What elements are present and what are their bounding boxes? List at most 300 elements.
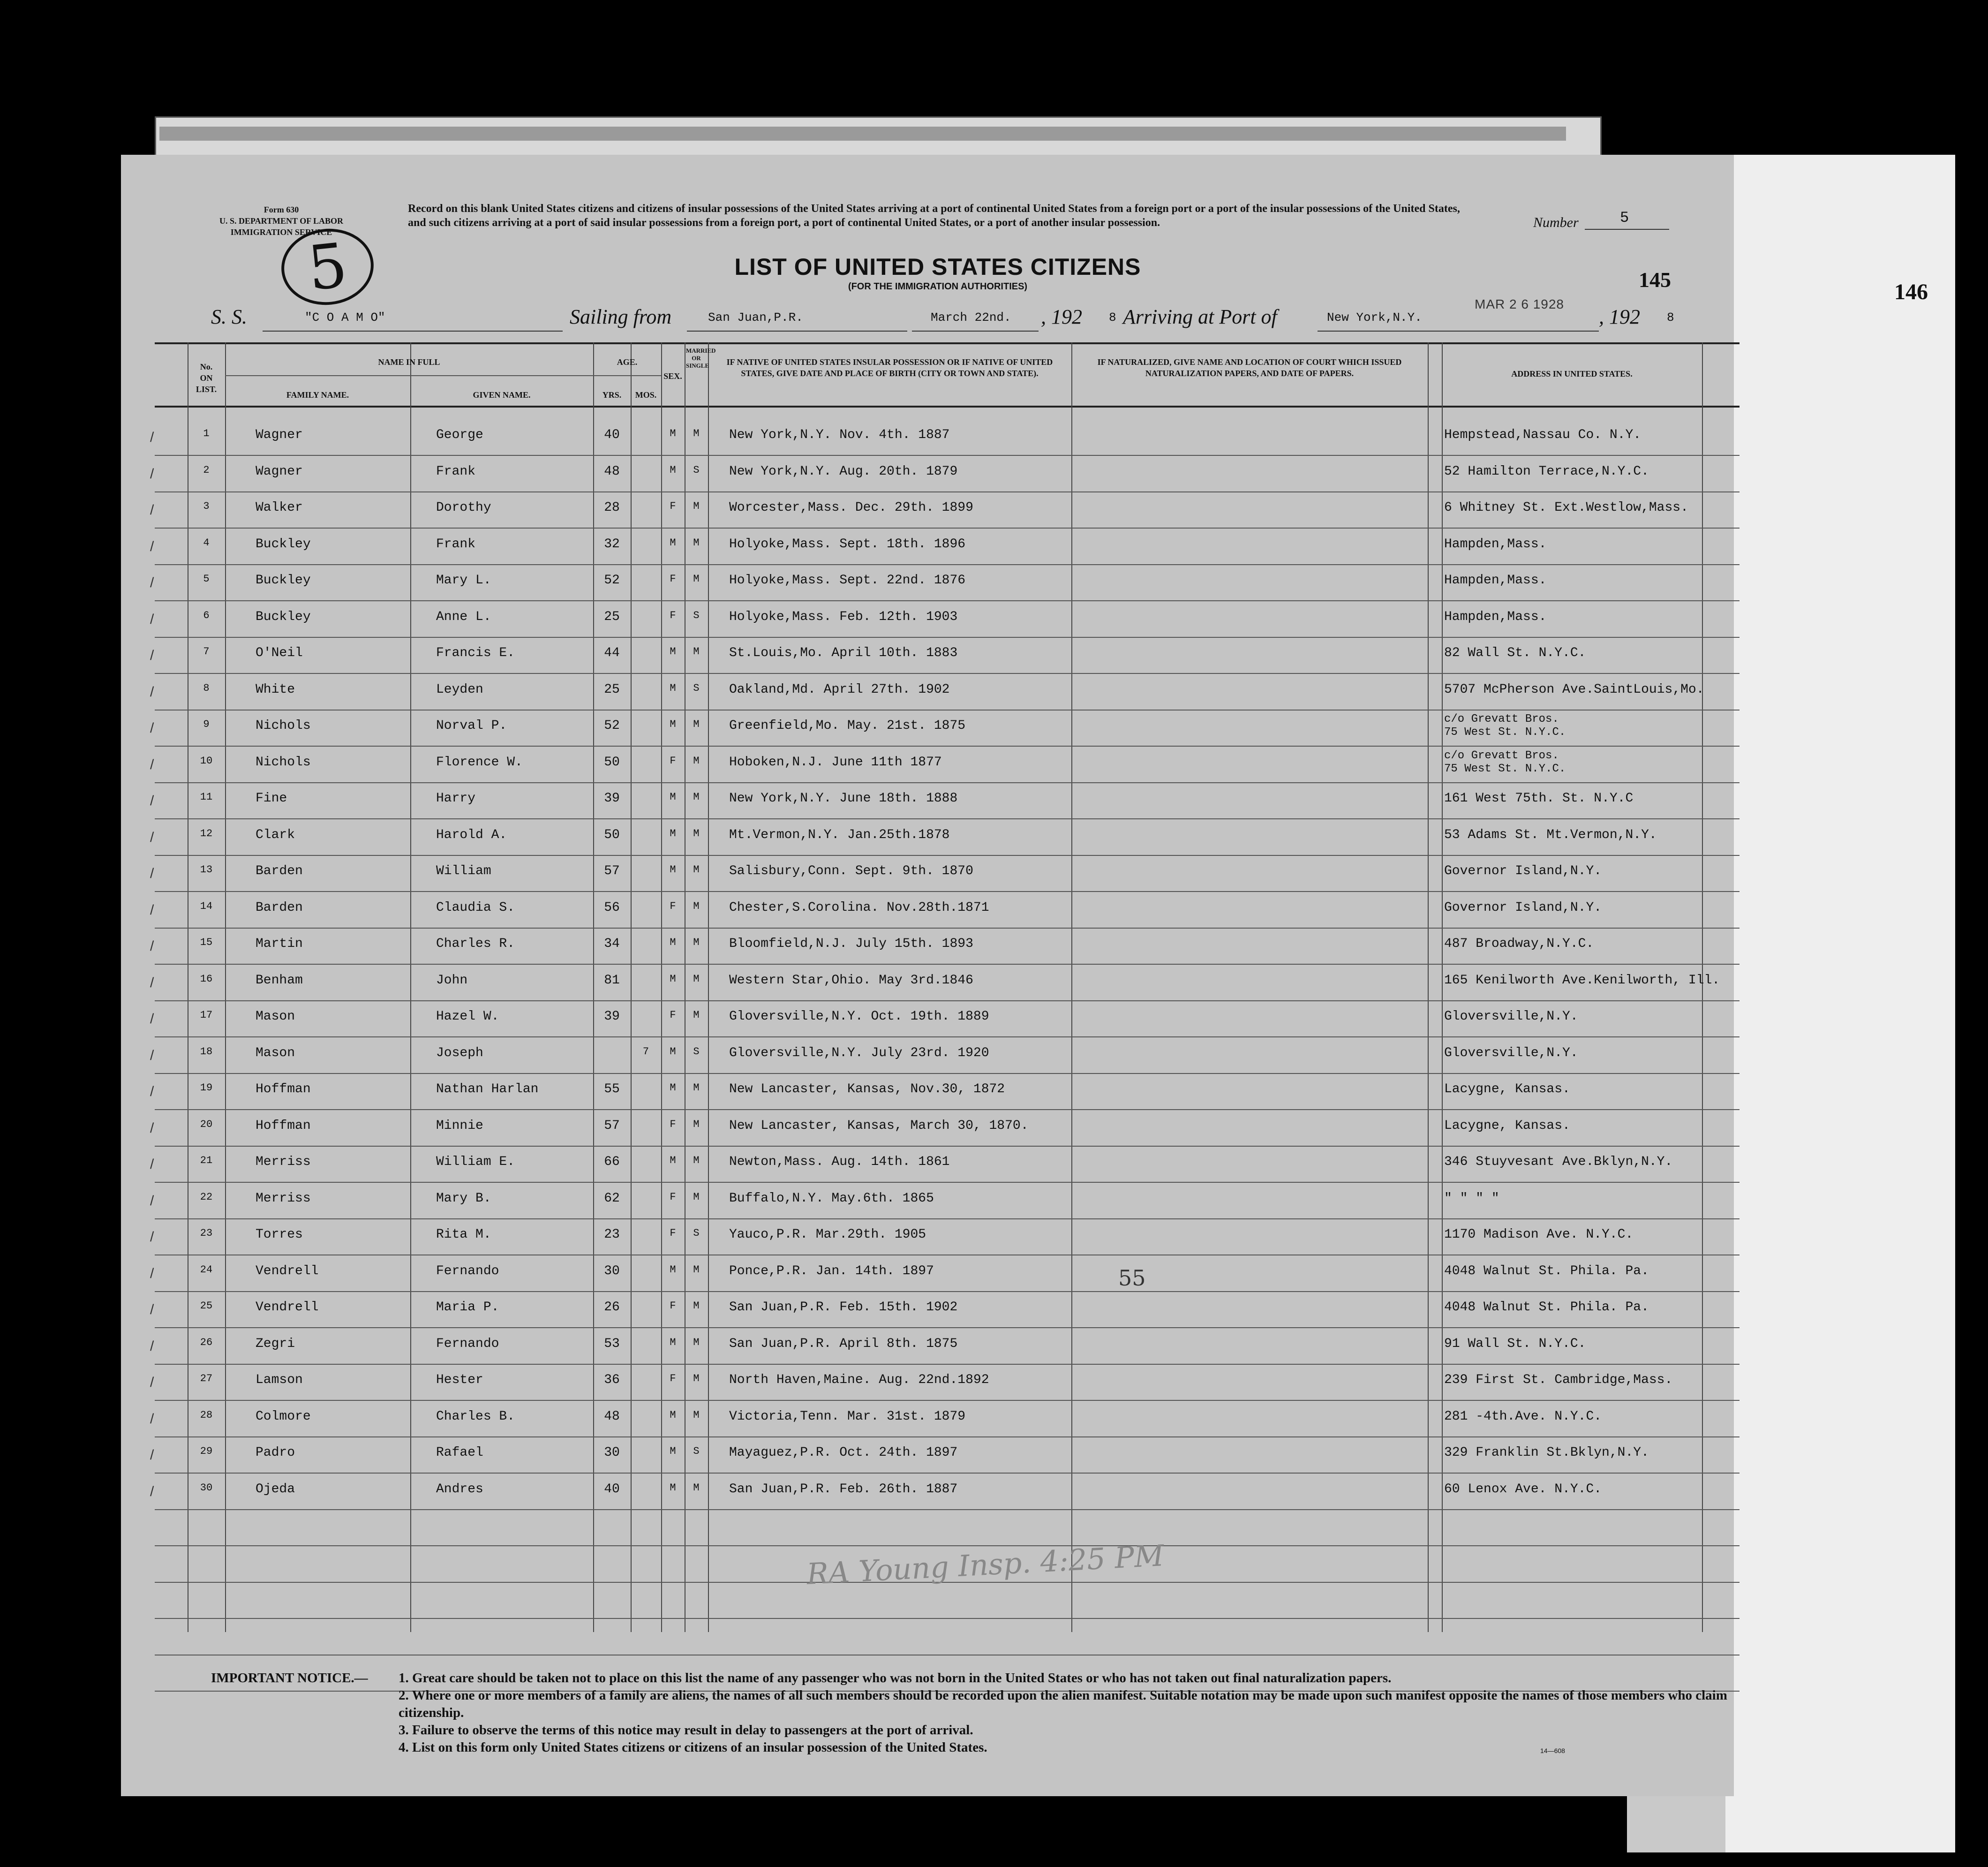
birth-place-date: Holyoke,Mass. Sept. 22nd. 1876 [729, 573, 966, 588]
col-rule [1428, 342, 1429, 1632]
ship-name: "C O A M O" [305, 310, 385, 325]
sex: F [670, 609, 676, 621]
birth-place-date: Western Star,Ohio. May 3rd.1846 [729, 973, 973, 988]
marital-status: M [693, 1336, 700, 1348]
family-name: Vendrell [256, 1263, 319, 1278]
row-number: 25 [200, 1300, 213, 1312]
checkmark: / [150, 1375, 154, 1390]
family-name: Hoffman [256, 1082, 311, 1096]
birth-place-date: Gloversville,N.Y. Oct. 19th. 1889 [729, 1009, 989, 1024]
age-years: 40 [604, 428, 620, 442]
row-number: 9 [203, 718, 210, 730]
address: Gloversville,N.Y. [1444, 1009, 1578, 1024]
address: 6 Whitney St. Ext.Westlow,Mass. [1444, 500, 1688, 515]
sex: M [670, 1155, 676, 1166]
row-rule [155, 564, 1740, 565]
birth-place-date: Bloomfield,N.J. July 15th. 1893 [729, 937, 973, 951]
given-name: Francis E. [436, 646, 515, 660]
birth-place-date: Victoria,Tenn. Mar. 31st. 1879 [729, 1409, 966, 1424]
family-name: Merriss [256, 1155, 311, 1169]
checkmark: / [150, 720, 154, 736]
checkmark: / [150, 1302, 154, 1317]
row-rule [155, 1218, 1740, 1219]
arriving-port: New York,N.Y. [1327, 310, 1422, 325]
marital-status: M [693, 1373, 700, 1384]
sex: M [670, 791, 676, 803]
family-name: Barden [256, 864, 303, 878]
given-name: Andres [436, 1482, 483, 1497]
address: 52 Hamilton Terrace,N.Y.C. [1444, 464, 1649, 479]
arriving-port-underline [1318, 331, 1599, 332]
checkmark: / [150, 1156, 154, 1172]
col-rule [593, 342, 594, 1632]
header-married-single: MARRIED OR SINGLE [686, 347, 716, 369]
sex: M [670, 973, 676, 985]
form-identifier: Form 630 U. S. DEPARTMENT OF LABOR IMMIGRATION SERVICE [219, 205, 344, 237]
sex: M [670, 1336, 676, 1348]
age-years: 30 [604, 1263, 620, 1278]
address: 281 -4th.Ave. N.Y.C. [1444, 1409, 1602, 1424]
given-name: Rita M. [436, 1227, 491, 1242]
col-rule [410, 342, 411, 1632]
birth-place-date: New York,N.Y. June 18th. 1888 [729, 791, 958, 806]
sailing-from-label: Sailing from [570, 305, 672, 328]
checkmark: / [150, 1483, 154, 1499]
address: 1170 Madison Ave. N.Y.C. [1444, 1227, 1634, 1242]
given-name: Fernando [436, 1336, 499, 1351]
birth-place-date: Newton,Mass. Aug. 14th. 1861 [729, 1155, 950, 1169]
marital-status: M [693, 791, 700, 803]
col-rule [1442, 342, 1443, 1632]
given-name: Harry [436, 791, 476, 806]
sex: M [670, 1045, 676, 1058]
address: 165 Kenilworth Ave.Kenilworth, Ill. [1444, 973, 1720, 988]
birth-place-date: New Lancaster, Kansas, March 30, 1870. [729, 1118, 1029, 1133]
marital-status: S [693, 609, 700, 621]
row-rule [155, 964, 1740, 965]
address: Lacygne, Kansas. [1444, 1082, 1570, 1096]
address: 53 Adams St. Mt.Vermon,N.Y. [1444, 827, 1657, 842]
age-years: 56 [604, 900, 620, 915]
passenger-table [150, 342, 1740, 1632]
sailing-port-underline [687, 331, 907, 332]
marital-status: M [693, 646, 700, 658]
checkmark: / [150, 648, 154, 663]
given-name: Frank [436, 537, 476, 552]
row-rule [155, 1473, 1740, 1474]
marital-status: M [693, 1118, 700, 1130]
row-number: 28 [200, 1409, 213, 1421]
checkmark: / [150, 1229, 154, 1245]
address: c/o Grevatt Bros. 75 West St. N.Y.C. [1444, 713, 1566, 739]
marital-status: M [693, 1191, 700, 1203]
row-number: 17 [200, 1009, 213, 1021]
row-rule [155, 1146, 1740, 1147]
address: Hempstead,Nassau Co. N.Y. [1444, 428, 1642, 442]
checkmark: / [150, 829, 154, 845]
arrival-year-digit: 8 [1667, 310, 1674, 325]
given-name: John [436, 973, 468, 988]
row-number: 21 [200, 1155, 213, 1166]
row-rule [155, 1327, 1740, 1328]
age-years: 48 [604, 1409, 620, 1424]
ss-label: S. S. [211, 305, 247, 328]
birth-place-date: Mayaguez,P.R. Oct. 24th. 1897 [729, 1445, 958, 1460]
family-name: Zegri [256, 1336, 295, 1351]
address: 5707 McPherson Ave.SaintLouis,Mo. [1444, 682, 1704, 697]
sex: F [670, 1191, 676, 1203]
family-name: Buckley [256, 537, 311, 552]
marital-status: M [693, 500, 700, 512]
given-name: Dorothy [436, 500, 491, 515]
sex: M [670, 464, 676, 476]
sailing-year-prefix: , 192 [1041, 305, 1082, 328]
birth-place-date: New York,N.Y. Nov. 4th. 1887 [729, 428, 950, 442]
given-name: Harold A. [436, 827, 507, 842]
family-name: Wagner [256, 464, 303, 479]
header-sex: SEX. [663, 371, 682, 381]
birth-place-date: Holyoke,Mass. Feb. 12th. 1903 [729, 609, 958, 624]
marital-status: S [693, 464, 700, 476]
notice-lead: IMPORTANT NOTICE.— [211, 1670, 368, 1686]
given-name: Rafael [436, 1445, 483, 1460]
circled-sheet-number: 5 [278, 224, 377, 310]
notice-item: 3. Failure to observe the terms of this notice may result in delay to passengers at the port of arrival. [399, 1723, 973, 1738]
address: 161 West 75th. St. N.Y.C [1444, 791, 1634, 806]
sex: M [670, 1445, 676, 1457]
address: 4048 Walnut St. Phila. Pa. [1444, 1300, 1649, 1315]
age-months: 7 [642, 1045, 649, 1058]
sex: F [670, 900, 676, 912]
checkmark: / [150, 1447, 154, 1463]
marital-status: M [693, 1409, 700, 1421]
given-name: Hazel W. [436, 1009, 499, 1024]
given-name: Mary L. [436, 573, 491, 588]
marital-status: S [693, 1445, 700, 1457]
row-rule [155, 1509, 1740, 1510]
checkmark: / [150, 1411, 154, 1427]
marital-status: M [693, 864, 700, 876]
sex: M [670, 1263, 676, 1276]
age-years: 44 [604, 646, 620, 660]
family-name: Vendrell [256, 1300, 319, 1315]
family-name: Fine [256, 791, 287, 806]
age-years: 30 [604, 1445, 620, 1460]
checkmark: / [150, 575, 154, 590]
row-number: 30 [200, 1482, 213, 1494]
birth-place-date: Yauco,P.R. Mar.29th. 1905 [729, 1227, 926, 1242]
given-name: Hester [436, 1373, 483, 1387]
sex: M [670, 1082, 676, 1094]
row-rule [155, 600, 1740, 601]
birth-place-date: San Juan,P.R. Feb. 26th. 1887 [729, 1482, 958, 1497]
address: Gloversville,N.Y. [1444, 1045, 1578, 1060]
underlying-sheet-edge [159, 127, 1566, 141]
row-number: 18 [200, 1045, 213, 1058]
sex: M [670, 682, 676, 694]
birth-place-date: North Haven,Maine. Aug. 22nd.1892 [729, 1373, 989, 1387]
row-rule [155, 1545, 1740, 1546]
row-rule [155, 1109, 1740, 1110]
adjacent-page-number: 146 [1894, 280, 1928, 304]
header-mos: MOS. [635, 390, 657, 400]
checkmark: / [150, 975, 154, 990]
sex: F [670, 500, 676, 512]
checkmark: / [150, 502, 154, 518]
checkmark: / [150, 611, 154, 627]
number-value: 5 [1620, 209, 1629, 227]
header-age: AGE. [617, 357, 638, 367]
checkmark: / [150, 1193, 154, 1209]
birth-place-date: San Juan,P.R. April 8th. 1875 [729, 1336, 958, 1351]
header-address: ADDRESS IN UNITED STATES. [1511, 369, 1633, 378]
given-name: Norval P. [436, 718, 507, 733]
given-name: Frank [436, 464, 476, 479]
family-name: Lamson [256, 1373, 303, 1387]
notice-item: 4. List on this form only United States citizens or citizens of an insular possession of the United States. [399, 1740, 987, 1755]
family-name: Mason [256, 1045, 295, 1060]
age-years: 36 [604, 1373, 620, 1387]
age-years: 26 [604, 1300, 620, 1315]
address: c/o Grevatt Bros. 75 West St. N.Y.C. [1444, 749, 1566, 775]
age-years: 50 [604, 755, 620, 770]
number-underline [1585, 229, 1669, 230]
marital-status: M [693, 900, 700, 912]
row-rule [155, 928, 1740, 929]
family-name: Clark [256, 827, 295, 842]
given-name: Claudia S. [436, 900, 515, 915]
row-number: 13 [200, 864, 213, 876]
row-number: 1 [203, 428, 210, 439]
page-number: 145 [1639, 268, 1671, 292]
margin-note-number: 55 [1118, 1265, 1146, 1291]
marital-status: M [693, 1009, 700, 1021]
family-name: Barden [256, 900, 303, 915]
row-number: 19 [200, 1082, 213, 1094]
row-rule [155, 818, 1740, 819]
age-subheader-rule [593, 375, 661, 376]
row-number: 8 [203, 682, 210, 694]
row-rule [155, 1364, 1740, 1365]
address: 91 Wall St. N.Y.C. [1444, 1336, 1586, 1351]
address: Hampden,Mass. [1444, 573, 1547, 588]
family-name: Walker [256, 500, 303, 515]
number-label: Number [1533, 215, 1579, 230]
checkmark: / [150, 1047, 154, 1063]
birth-place-date: Salisbury,Conn. Sept. 9th. 1870 [729, 864, 973, 878]
sex: M [670, 937, 676, 948]
row-rule [155, 1618, 1740, 1619]
age-years: 53 [604, 1336, 620, 1351]
checkmark: / [150, 1338, 154, 1354]
family-name: Nichols [256, 718, 311, 733]
family-name: Wagner [256, 428, 303, 442]
sailing-year-digit: 8 [1109, 310, 1116, 325]
row-rule [155, 637, 1740, 638]
notice-items [399, 1670, 1749, 1756]
family-name: White [256, 682, 295, 697]
family-name: O'Neil [256, 646, 303, 660]
marital-status: M [693, 1482, 700, 1494]
row-number: 2 [203, 464, 210, 476]
row-number: 14 [200, 900, 213, 912]
birth-place-date: Holyoke,Mass. Sept. 18th. 1896 [729, 537, 966, 552]
birth-place-date: San Juan,P.R. Feb. 15th. 1902 [729, 1300, 958, 1315]
row-number: 6 [203, 609, 210, 621]
sex: F [670, 1227, 676, 1239]
given-name: Minnie [436, 1118, 483, 1133]
sex: M [670, 1409, 676, 1421]
notice-item: 1. Great care should be taken not to place on this list the name of any passenger who was not born in the United States or who has not taken out final naturalization papers. [399, 1670, 1392, 1686]
row-number: 23 [200, 1227, 213, 1239]
row-rule [155, 1400, 1740, 1401]
row-number: 29 [200, 1445, 213, 1457]
age-years: 55 [604, 1082, 620, 1096]
given-name: Mary B. [436, 1191, 491, 1206]
given-name: Fernando [436, 1263, 499, 1278]
ship-underline [263, 331, 563, 332]
row-rule [155, 710, 1740, 711]
col-rule [631, 342, 632, 1632]
address: 60 Lenox Ave. N.Y.C. [1444, 1482, 1602, 1497]
marital-status: M [693, 1155, 700, 1166]
given-name: Anne L. [436, 609, 491, 624]
arriving-label: Arriving at Port of [1123, 305, 1277, 328]
birth-place-date: Greenfield,Mo. May. 21st. 1875 [729, 718, 966, 733]
address: 239 First St. Cambridge,Mass. [1444, 1373, 1673, 1387]
row-number: 24 [200, 1263, 213, 1276]
sex: M [670, 537, 676, 549]
birth-place-date: Mt.Vermon,N.Y. Jan.25th.1878 [729, 827, 950, 842]
row-number: 11 [200, 791, 213, 803]
marital-status: S [693, 682, 700, 694]
row-number: 20 [200, 1118, 213, 1130]
checkmark: / [150, 1011, 154, 1027]
header-given-name: GIVEN NAME. [473, 390, 531, 400]
address: Hampden,Mass. [1444, 609, 1547, 624]
age-years: 39 [604, 791, 620, 806]
birth-place-date: Chester,S.Corolina. Nov.28th.1871 [729, 900, 989, 915]
address: 82 Wall St. N.Y.C. [1444, 646, 1586, 660]
family-name: Ojeda [256, 1482, 295, 1497]
sex: M [670, 864, 676, 876]
row-number: 10 [200, 755, 213, 767]
marital-status: M [693, 1300, 700, 1312]
row-rule [155, 1073, 1740, 1074]
age-years: 40 [604, 1482, 620, 1497]
birth-place-date: Worcester,Mass. Dec. 29th. 1899 [729, 500, 973, 515]
row-rule [155, 673, 1740, 674]
header-yrs: YRS. [602, 390, 622, 400]
form-instructions: Record on this blank United States citizens and citizens of insular possessions of the United States arriving at a port of continental United States from a foreign port or a port of the insular possessions of the United States, and such citizens arriving at a port of said insular possessions from a foreign port, a port of continental United States, or a port of another insular possession. [408, 203, 1460, 229]
family-name: Torres [256, 1227, 303, 1242]
row-number: 12 [200, 827, 213, 839]
row-rule [155, 491, 1740, 492]
given-name: Joseph [436, 1045, 483, 1060]
given-name: Charles R. [436, 937, 515, 951]
age-years: 50 [604, 827, 620, 842]
sailing-port: San Juan,P.R. [708, 310, 803, 325]
family-name: Benham [256, 973, 303, 988]
given-name: Nathan Harlan [436, 1082, 539, 1096]
sex: F [670, 1373, 676, 1384]
row-rule [155, 782, 1740, 783]
birth-place-date: Buffalo,N.Y. May.6th. 1865 [729, 1191, 934, 1206]
row-rule [155, 891, 1740, 892]
marital-status: M [693, 973, 700, 985]
given-name: George [436, 428, 483, 442]
sex: F [670, 755, 676, 767]
birth-place-date: Hoboken,N.J. June 11th 1877 [729, 755, 942, 770]
checkmark: / [150, 684, 154, 700]
row-number: 5 [203, 573, 210, 585]
row-number: 22 [200, 1191, 213, 1203]
family-name: Mason [256, 1009, 295, 1024]
age-years: 57 [604, 864, 620, 878]
row-rule [155, 1436, 1740, 1437]
address: Governor Island,N.Y. [1444, 864, 1602, 878]
marital-status: M [693, 1082, 700, 1094]
sex: F [670, 1300, 676, 1312]
sex: M [670, 1482, 676, 1494]
row-number: 26 [200, 1336, 213, 1348]
row-rule [155, 528, 1740, 529]
address: 329 Franklin St.Bklyn,N.Y. [1444, 1445, 1649, 1460]
family-name: Padro [256, 1445, 295, 1460]
age-years: 57 [604, 1118, 620, 1133]
header-naturalized: IF NATURALIZED, GIVE NAME AND LOCATION OF COURT WHICH ISSUED NATURALIZATION PAPERS, AND DATE OF PAPERS. [1097, 357, 1402, 378]
family-name: Nichols [256, 755, 311, 770]
checkmark: / [150, 466, 154, 482]
sex: F [670, 1118, 676, 1130]
inspector-signature: RA Young Insp. 4:25 PM [806, 1538, 1165, 1591]
address: 4048 Walnut St. Phila. Pa. [1444, 1263, 1649, 1278]
row-rule [155, 1036, 1740, 1037]
row-number: 7 [203, 646, 210, 658]
age-years: 28 [604, 500, 620, 515]
sex: M [670, 827, 676, 839]
marital-status: M [693, 428, 700, 439]
marital-status: M [693, 827, 700, 839]
given-name: Leyden [436, 682, 483, 697]
birth-place-date: New York,N.Y. Aug. 20th. 1879 [729, 464, 958, 479]
col-rule [225, 342, 226, 1632]
checkmark: / [150, 430, 154, 445]
marital-status: S [693, 1045, 700, 1058]
checkmark: / [150, 756, 154, 772]
col-rule [708, 342, 709, 1632]
address: Governor Island,N.Y. [1444, 900, 1602, 915]
address: 346 Stuyvesant Ave.Bklyn,N.Y. [1444, 1155, 1673, 1169]
address: Lacygne, Kansas. [1444, 1118, 1570, 1133]
age-years: 66 [604, 1155, 620, 1169]
family-name: Hoffman [256, 1118, 311, 1133]
row-number: 3 [203, 500, 210, 512]
address: " " " " [1444, 1191, 1499, 1206]
checkmark: / [150, 1084, 154, 1099]
marital-status: M [693, 755, 700, 767]
name-subheader-rule [225, 375, 593, 376]
checkmark: / [150, 938, 154, 954]
row-rule [155, 855, 1740, 856]
address: Hampden,Mass. [1444, 537, 1547, 552]
row-number: 4 [203, 537, 210, 549]
age-years: 81 [604, 973, 620, 988]
marital-status: M [693, 537, 700, 549]
age-years: 34 [604, 937, 620, 951]
age-years: 32 [604, 537, 620, 552]
sex: F [670, 573, 676, 585]
